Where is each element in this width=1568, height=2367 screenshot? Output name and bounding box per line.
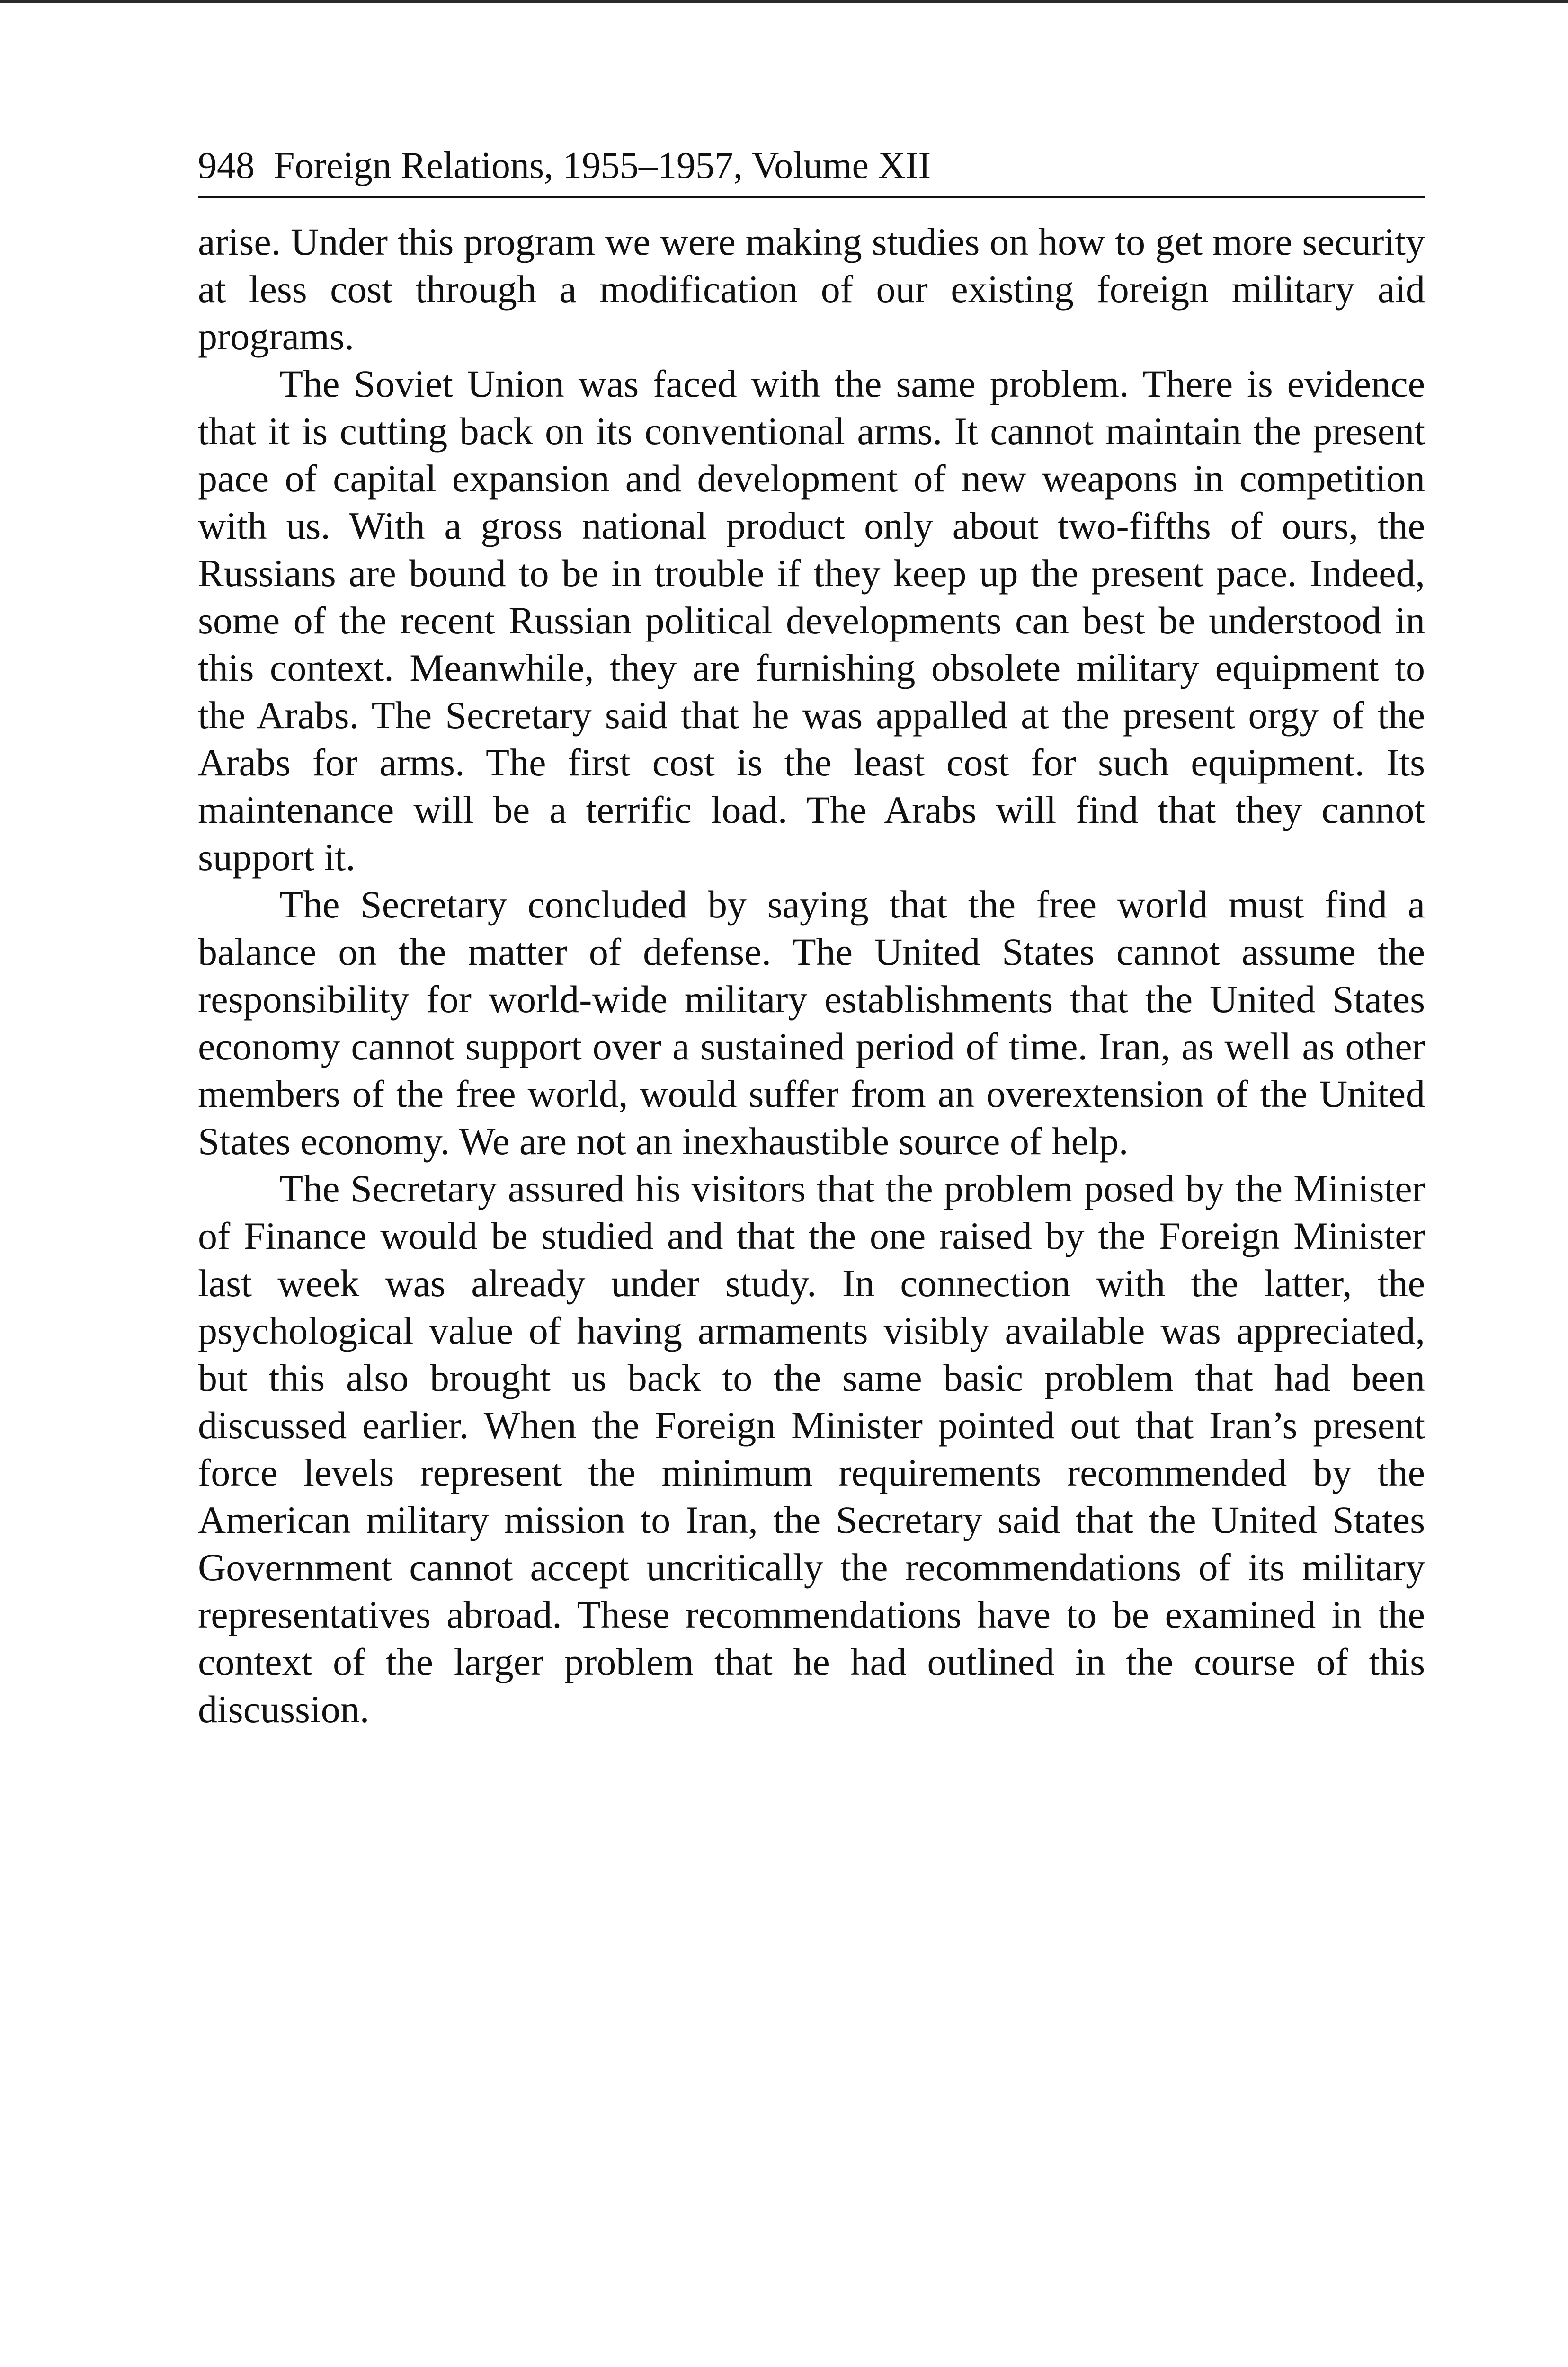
paragraph-1: arise. Under this program we were making studies on how to get more security at less cost through a modification of our existing foreign military aid programs. (198, 220, 1425, 358)
scan-top-edge (0, 0, 1568, 3)
paragraph-2: The Soviet Union was faced with the same problem. There is evidence that it is cutting back on its conventional arms. It cannot maintain the present pace of capital expansion and development of new weapons in competition with us. With a gross national product only about two-fifths of ours, the Russians are bound to be in trouble if they keep up the present pace. Indeed, some of the recent Russian political developments can best be understood in this context. Meanwhile, they are furnishing obsolete military equipment to the Arabs. The Secretary said that he was appalled at the present orgy of the Arabs for arms. The first cost is the least cost for such equipment. Its maintenance will be a terrific load. The Arabs will find that they cannot support it. (198, 362, 1425, 879)
header-title: Foreign Relations, 1955–1957, Volume XII (274, 145, 931, 187)
body-text (198, 218, 1425, 1733)
document-page (198, 142, 1425, 1733)
paragraph-3: The Secretary concluded by saying that the free world must find a balance on the matter of defense. The United States cannot assume the responsibility for world-wide military establishments that the United States economy cannot support over a sustained period of time. Iran, as well as other members of the free world, would suffer from an overextension of the United States economy. We are not an inexhaustible source of help. (198, 883, 1425, 1163)
paragraph-4: The Secretary assured his visitors that the problem posed by the Minister of Finance would be studied and that the one raised by the Foreign Minister last week was already under study. In connection with the latter, the psychological value of having armaments visibly available was appreciated, but this also brought us back to the same basic problem that had been discussed earlier. When the Foreign Minister pointed out that Iran’s present force levels represent the minimum requirements recommended by the American military mission to Iran, the Secretary said that the United States Government cannot accept uncritically the recommendations of its military representatives abroad. These recommendations have to be examined in the context of the larger problem that he had outlined in the course of this discussion. (198, 1167, 1425, 1731)
running-header (198, 142, 1425, 198)
page-number: 948 (198, 145, 255, 187)
